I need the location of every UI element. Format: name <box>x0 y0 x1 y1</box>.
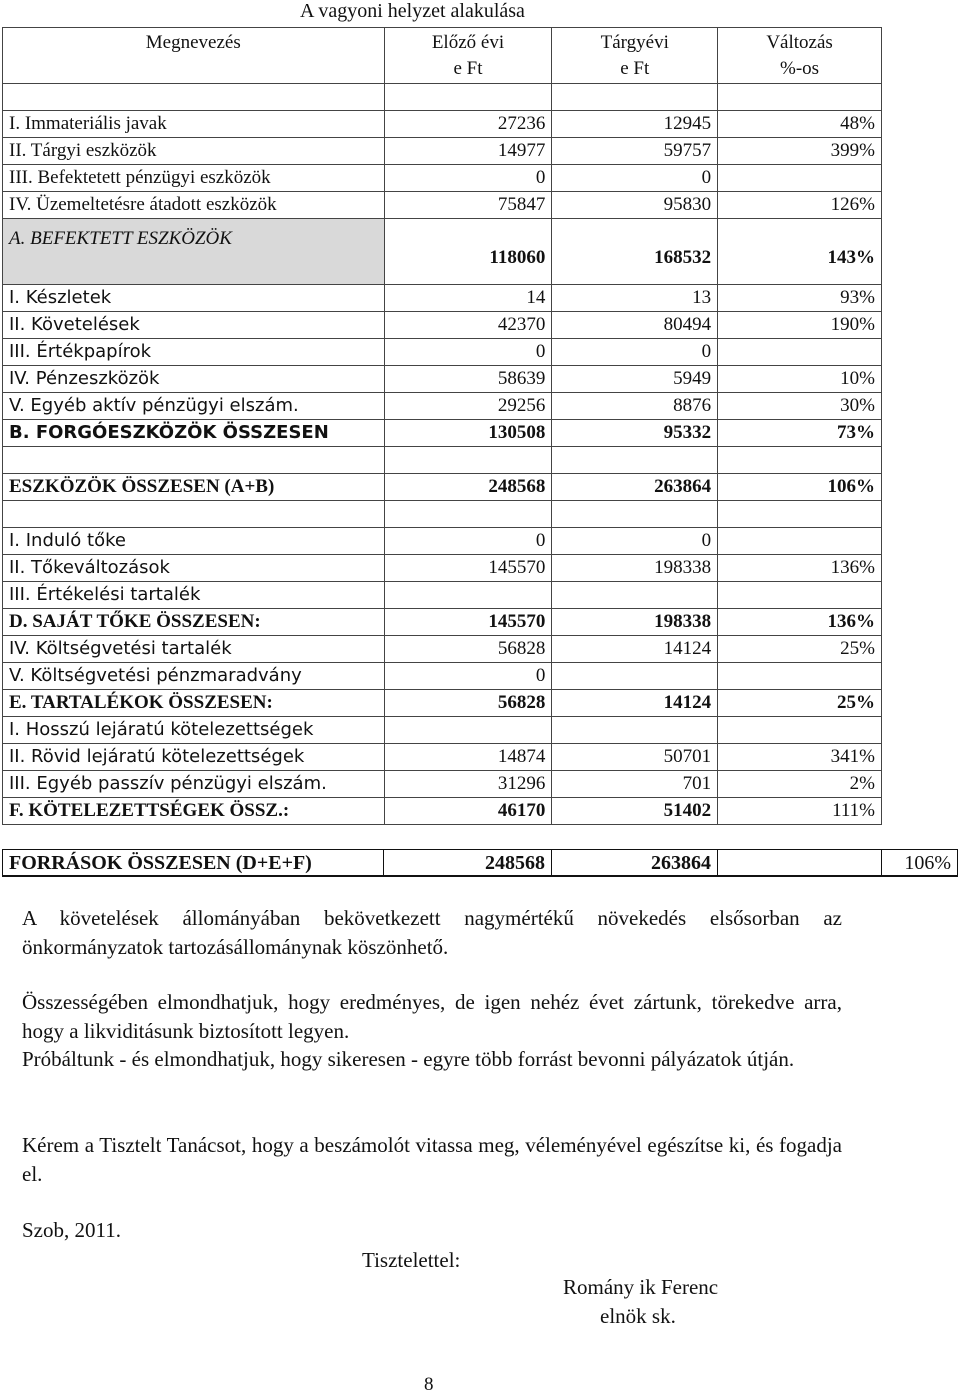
cell-label: IV. Üzemeltetésre átadott eszközök <box>3 192 385 219</box>
cell-change: 126% <box>718 192 882 219</box>
cell-prev <box>385 582 553 609</box>
table-row <box>3 420 882 447</box>
cell-change <box>718 339 882 366</box>
cell-change: 399% <box>718 138 882 165</box>
total-change <box>718 850 882 877</box>
cell-label: III. Befektetett pénzügyi eszközök <box>3 165 385 192</box>
cell-label: II. Rövid lejáratú kötelezettségek <box>3 744 385 771</box>
table-header-row <box>3 28 882 84</box>
cell-change: 48% <box>718 111 882 138</box>
cell-label: III. Értékelési tartalék <box>3 582 385 609</box>
header-change: Változás %-os <box>718 28 882 84</box>
table-row <box>3 717 882 744</box>
cell-change: 190% <box>718 312 882 339</box>
cell-curr: 701 <box>552 771 718 798</box>
cell-label: IV. Pénzeszközök <box>3 366 385 393</box>
cell-label: I. Készletek <box>3 285 385 312</box>
table-row <box>3 501 882 528</box>
cell-curr <box>552 501 718 528</box>
cell-curr: 12945 <box>552 111 718 138</box>
cell-curr: 5949 <box>552 366 718 393</box>
cell-label <box>3 84 385 111</box>
cell-prev: 145570 <box>385 555 553 582</box>
cell-change <box>718 84 882 111</box>
cell-prev: 14977 <box>385 138 553 165</box>
total-row <box>2 849 958 877</box>
cell-label <box>3 447 385 474</box>
cell-change <box>718 717 882 744</box>
cell-prev: 248568 <box>385 474 553 501</box>
cell-curr <box>552 663 718 690</box>
cell-curr <box>552 84 718 111</box>
cell-label: III. Értékpapírok <box>3 339 385 366</box>
cell-curr: 0 <box>552 339 718 366</box>
table-row <box>3 636 882 663</box>
cell-prev: 14 <box>385 285 553 312</box>
table-row <box>3 582 882 609</box>
cell-label: I. Hosszú lejáratú kötelezettségek <box>3 717 385 744</box>
cell-prev: 56828 <box>385 636 553 663</box>
table-row <box>3 366 882 393</box>
cell-change: 25% <box>718 690 882 717</box>
paragraph-4: Kérem a Tisztelt Tanácsot, hogy a beszámolót vitassa meg, véleményével egészítse ki, és fogadja el. <box>22 1133 842 1186</box>
cell-prev <box>385 84 553 111</box>
paragraph-3: Próbáltunk - és elmondhatjuk, hogy sikeresen - egyre több forrást bevonni pályázatok útján. <box>22 1047 795 1071</box>
cell-label: I. Induló tőke <box>3 528 385 555</box>
cell-curr <box>552 717 718 744</box>
cell-change: 25% <box>718 636 882 663</box>
signer-name: Romány ik Ferenc <box>563 1275 719 1299</box>
cell-label: IV. Költségvetési tartalék <box>3 636 385 663</box>
cell-change: 136% <box>718 609 882 636</box>
cell-curr <box>552 582 718 609</box>
total-extra: 106% <box>882 850 958 877</box>
header-prev: Előző évi e Ft <box>385 28 553 84</box>
table-row <box>3 219 882 285</box>
page-title: A vagyoni helyzet alakulása <box>300 0 525 22</box>
cell-change <box>718 447 882 474</box>
cell-prev <box>385 717 553 744</box>
cell-change: 10% <box>718 366 882 393</box>
cell-label: II. Tárgyi eszközök <box>3 138 385 165</box>
cell-change <box>718 165 882 192</box>
header-name: Megnevezés <box>3 28 385 84</box>
cell-prev: 58639 <box>385 366 553 393</box>
cell-curr: 51402 <box>552 798 718 825</box>
cell-change: 136% <box>718 555 882 582</box>
paragraph-2: Összességében elmondhatjuk, hogy eredményes, de igen nehéz évet zártunk, törekedve arra, hogy a likviditásunk biztosított legyen. <box>22 990 842 1043</box>
cell-curr: 13 <box>552 285 718 312</box>
cell-prev: 0 <box>385 663 553 690</box>
signer-title: elnök sk. <box>600 1304 676 1328</box>
cell-prev: 27236 <box>385 111 553 138</box>
cell-change: 106% <box>718 474 882 501</box>
cell-label: A. BEFEKTETT ESZKÖZÖK <box>3 219 385 285</box>
cell-change: 341% <box>718 744 882 771</box>
cell-curr: 8876 <box>552 393 718 420</box>
table-row <box>3 393 882 420</box>
closing: Tisztelettel: <box>362 1248 461 1272</box>
cell-curr: 198338 <box>552 609 718 636</box>
table-row <box>3 609 882 636</box>
cell-label: I. Immateriális javak <box>3 111 385 138</box>
cell-curr <box>552 447 718 474</box>
table-row <box>3 474 882 501</box>
table-row <box>3 744 882 771</box>
cell-change <box>718 663 882 690</box>
cell-change <box>718 582 882 609</box>
cell-curr: 80494 <box>552 312 718 339</box>
cell-prev: 0 <box>385 339 553 366</box>
total-label: FORRÁSOK ÖSSZESEN (D+E+F) <box>3 850 384 877</box>
page-number: 8 <box>424 1374 434 1395</box>
cell-prev: 56828 <box>385 690 553 717</box>
total-curr: 263864 <box>552 850 718 877</box>
table-row <box>3 447 882 474</box>
cell-label: ESZKÖZÖK ÖSSZESEN (A+B) <box>3 474 385 501</box>
asset-table <box>2 27 882 825</box>
cell-prev: 145570 <box>385 609 553 636</box>
cell-label: II. Követelések <box>3 312 385 339</box>
cell-curr: 0 <box>552 165 718 192</box>
table-row <box>3 165 882 192</box>
cell-prev <box>385 501 553 528</box>
table-row <box>3 339 882 366</box>
cell-label: D. SAJÁT TŐKE ÖSSZESEN: <box>3 609 385 636</box>
cell-curr: 14124 <box>552 690 718 717</box>
cell-change <box>718 528 882 555</box>
cell-label <box>3 501 385 528</box>
table-row <box>3 111 882 138</box>
cell-curr: 95830 <box>552 192 718 219</box>
cell-change: 93% <box>718 285 882 312</box>
cell-change: 2% <box>718 771 882 798</box>
cell-label: V. Költségvetési pénzmaradvány <box>3 663 385 690</box>
cell-curr: 50701 <box>552 744 718 771</box>
cell-curr: 14124 <box>552 636 718 663</box>
cell-change <box>718 501 882 528</box>
table-row <box>3 771 882 798</box>
cell-prev: 31296 <box>385 771 553 798</box>
cell-prev: 75847 <box>385 192 553 219</box>
cell-prev: 29256 <box>385 393 553 420</box>
cell-curr: 168532 <box>552 219 718 285</box>
cell-prev: 14874 <box>385 744 553 771</box>
cell-prev: 46170 <box>385 798 553 825</box>
table-row <box>3 192 882 219</box>
cell-label: B. FORGÓESZKÖZÖK ÖSSZESEN <box>3 420 385 447</box>
cell-change: 143% <box>718 219 882 285</box>
table-row <box>3 798 882 825</box>
cell-curr: 198338 <box>552 555 718 582</box>
cell-curr: 95332 <box>552 420 718 447</box>
cell-change: 111% <box>718 798 882 825</box>
cell-prev: 0 <box>385 528 553 555</box>
table-body <box>3 84 882 825</box>
cell-prev: 118060 <box>385 219 553 285</box>
table-row <box>3 555 882 582</box>
cell-label: III. Egyéb passzív pénzügyi elszám. <box>3 771 385 798</box>
cell-curr: 0 <box>552 528 718 555</box>
paragraph-1: A követelések állományában bekövetkezett nagymértékű növekedés elsősorban az önkormányzatok tartozásállománynak köszönhető. <box>22 906 842 959</box>
cell-label: F. KÖTELEZETTSÉGEK ÖSSZ.: <box>3 798 385 825</box>
place-date: Szob, 2011. <box>22 1218 121 1242</box>
cell-prev <box>385 447 553 474</box>
cell-prev: 0 <box>385 165 553 192</box>
cell-label: V. Egyéb aktív pénzügyi elszám. <box>3 393 385 420</box>
header-curr: Tárgyévi e Ft <box>552 28 718 84</box>
cell-curr: 263864 <box>552 474 718 501</box>
cell-change: 73% <box>718 420 882 447</box>
cell-label: E. TARTALÉKOK ÖSSZESEN: <box>3 690 385 717</box>
total-prev: 248568 <box>384 850 552 877</box>
table-row <box>3 690 882 717</box>
cell-label: II. Tőkeváltozások <box>3 555 385 582</box>
table-row <box>3 528 882 555</box>
cell-prev: 130508 <box>385 420 553 447</box>
table-row <box>3 84 882 111</box>
table-row <box>3 312 882 339</box>
cell-prev: 42370 <box>385 312 553 339</box>
table-row <box>3 138 882 165</box>
cell-change: 30% <box>718 393 882 420</box>
cell-curr: 59757 <box>552 138 718 165</box>
table-row <box>3 285 882 312</box>
table-row <box>3 663 882 690</box>
